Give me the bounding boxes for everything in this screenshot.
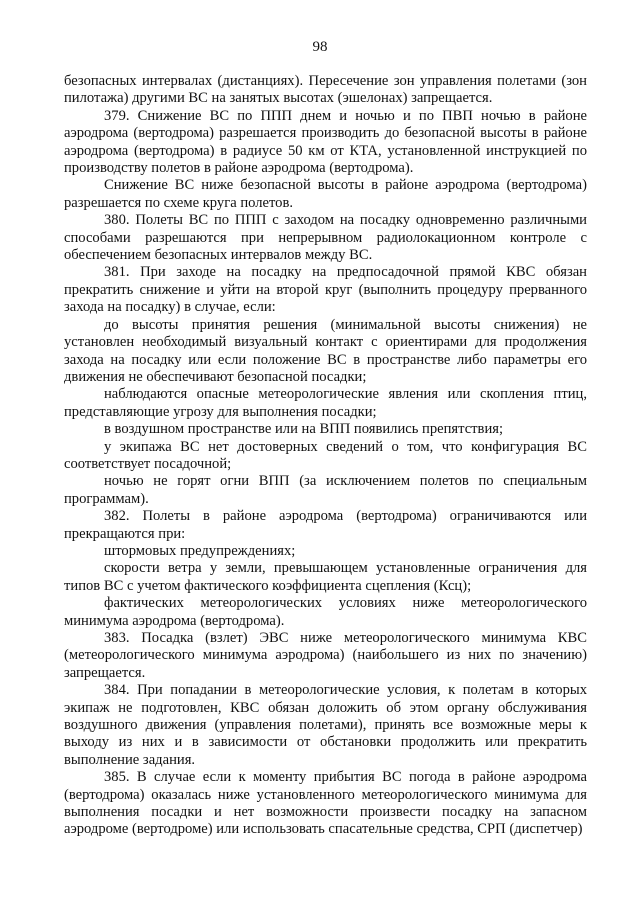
- paragraph-384: 384. При попадании в метеорологические условия, к полетам в которых экипаж не подготовлен, КВС обязан доложить об этом органу обслуживания воздушного движения (управления полетами), принять все возможные меры к выходу из них и в зависимости от обстановки продолжить или прекратить выполнение задания.: [64, 682, 587, 768]
- paragraph-385: 385. В случае если к моменту прибытия ВС погода в районе аэродрома (вертодрома) оказалась ниже установленного метеорологического минимума для выполнения посадки и нет возможности произвести посадку на запасном аэродроме (вертодроме) или использовать спасательные средства, СРП (диспетчер): [64, 769, 587, 838]
- paragraph-381-item-obstacles: в воздушном пространстве или на ВПП появились препятствия;: [104, 421, 504, 438]
- paragraph-381-item-configuration: у экипажа ВС нет достоверных сведений о том, что конфигурация ВС соответствует посадочной;: [64, 438, 587, 472]
- paragraph-383: 383. Посадка (взлет) ЭВС ниже метеорологического минимума КВС (метеорологического минимума аэродрома) (наибольшего из них по значению) запрещается.: [64, 630, 587, 681]
- paragraph-382-item-wind: скорости ветра у земли, превышающем установленные ограничения для типов ВС с учетом фактического коэффициента сцепления (Ксц);: [64, 560, 587, 594]
- paragraph-continuation: безопасных интервалах (дистанциях). Пересечение зон управления полетами (зон пилотажа) другими ВС на занятых высотах (эшелонах) запрещается.: [64, 73, 587, 107]
- paragraph-381-item-weather-birds: наблюдаются опасные метеорологические явления или скопления птиц, представляющие угрозу для выполнения посадки;: [64, 386, 587, 420]
- paragraph-380: 380. Полеты ВС по ППП с заходом на посадку одновременно различными способами разрешаются при непрерывном радиолокационном контроле с обеспечением безопасных интервалов между ВС.: [64, 212, 587, 264]
- paragraph-382-item-minimum: фактических метеорологических условиях ниже метеорологического минимума аэродрома (вертодрома).: [64, 595, 587, 629]
- paragraph-379: 379. Снижение ВС по ППП днем и ночью и по ПВП ночью в районе аэродрома (вертодрома) разрешается производить до безопасной высоты в районе аэродрома (вертодрома) в радиусе 50 км от КТА, установленной инструкцией по производству полетов в районе аэродрома (вертодрома).: [64, 107, 587, 177]
- paragraph-381-item-runway-lights: ночью не горят огни ВПП (за исключением полетов по специальным программам).: [64, 473, 587, 507]
- paragraph-382: 382. Полеты в районе аэродрома (вертодрома) ограничиваются или прекращаются при:: [64, 508, 587, 542]
- paragraph-381-item-decision-height: до высоты принятия решения (минимальной высоты снижения) не установлен необходимый визуальный контакт с ориентирами для продолжения захода на посадку или если положение ВС в пространстве либо параметры его движения не обеспечивают безопасной посадки;: [64, 316, 587, 385]
- document-body: [64, 73, 587, 839]
- paragraph-381: 381. При заходе на посадку на предпосадочной прямой КВС обязан прекратить снижение и уйти на второй круг (выполнить процедуру прерванного захода на посадку) в случае, если:: [64, 264, 587, 316]
- paragraph-379-descent: Снижение ВС ниже безопасной высоты в районе аэродрома (вертодрома) разрешается по схеме круга полетов.: [64, 177, 587, 211]
- paragraph-382-item-storm: штормовых предупреждениях;: [104, 542, 296, 559]
- page-number: 98: [312, 39, 328, 55]
